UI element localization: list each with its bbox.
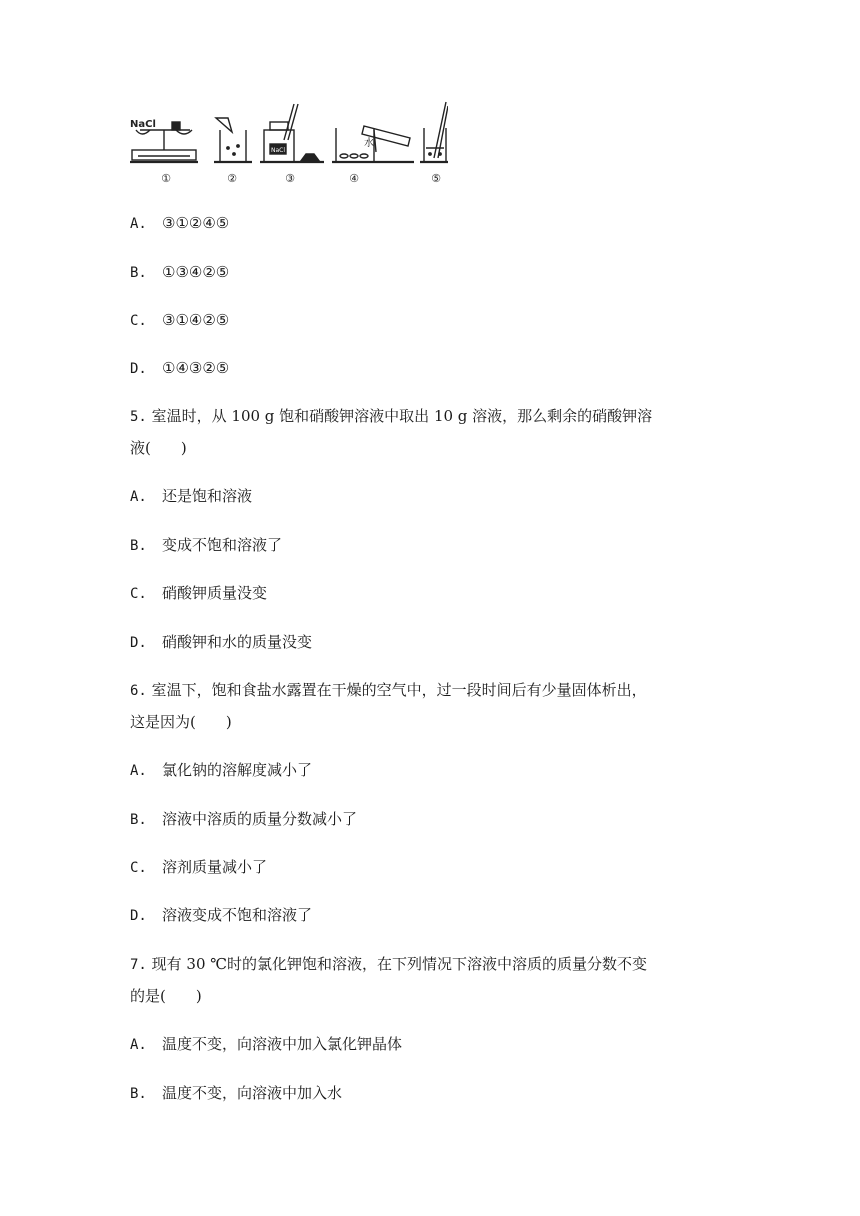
- option-letter: A.: [130, 763, 147, 779]
- q5-option-a[interactable]: [130, 485, 252, 508]
- pouring-water-drawing: [332, 126, 414, 162]
- option-letter: C.: [130, 586, 147, 602]
- option-letter: A.: [130, 216, 147, 232]
- balance-drawing: [130, 119, 198, 162]
- step-label-3: ③: [285, 172, 295, 185]
- q6-option-d[interactable]: [130, 904, 312, 927]
- q5-option-d[interactable]: [130, 631, 312, 654]
- option-letter: C.: [130, 860, 147, 876]
- beaker-funnel-drawing: [214, 118, 252, 162]
- step-label-1: ①: [161, 172, 171, 185]
- q5-stem-line2: 液( ): [130, 439, 187, 457]
- apparatus-figure: [128, 100, 448, 186]
- q4-option-d[interactable]: [130, 357, 229, 380]
- option-letter: C.: [130, 313, 147, 329]
- option-letter: A.: [130, 1037, 147, 1053]
- water-label: 水: [364, 138, 374, 149]
- option-letter: B.: [130, 812, 147, 828]
- q5-stem-line1: [130, 405, 652, 428]
- option-text: 氯化钠的溶解度减小了: [162, 761, 313, 779]
- question-number: 5.: [130, 409, 147, 425]
- q4-option-a[interactable]: [130, 212, 229, 235]
- q5-option-b[interactable]: [130, 534, 282, 557]
- q6-stem-text1: 室温下，饱和食盐水露置在干燥的空气中，过一段时间后有少量固体析出，: [151, 681, 647, 699]
- question-number: 7.: [130, 957, 147, 973]
- option-text: ①③④②⑤: [162, 263, 230, 281]
- q4-option-b[interactable]: [130, 261, 229, 284]
- step-label-5: ⑤: [431, 172, 441, 185]
- bottle-label: NaCl: [271, 147, 286, 154]
- q7-option-a[interactable]: [130, 1033, 402, 1056]
- option-text: 溶剂质量减小了: [162, 858, 268, 876]
- option-letter: D.: [130, 361, 147, 377]
- q7-option-b[interactable]: [130, 1082, 342, 1105]
- option-letter: A.: [130, 489, 147, 505]
- option-text: 温度不变，向溶液中加入氯化钾晶体: [162, 1035, 403, 1053]
- q7-stem-text1: 现有 30 ℃时的氯化钾饱和溶液，在下列情况下溶液中溶质的质量分数不变: [151, 955, 648, 973]
- option-letter: B.: [130, 538, 147, 554]
- step-label-4: ④: [349, 172, 359, 185]
- option-text: ③①②④⑤: [162, 214, 230, 232]
- option-text: 溶液变成不饱和溶液了: [162, 906, 313, 924]
- option-text: ①④③②⑤: [162, 359, 230, 377]
- step-label-2: ②: [227, 172, 237, 185]
- option-text: 硝酸钾质量没变: [162, 584, 268, 602]
- option-text: ③①④②⑤: [162, 311, 230, 329]
- q5-stem-text1: 室温时，从 100 g 饱和硝酸钾溶液中取出 10 g 溶液，那么剩余的硝酸钾溶: [151, 407, 653, 425]
- q6-stem-line1: [130, 679, 647, 702]
- q6-option-c[interactable]: [130, 856, 267, 879]
- option-letter: B.: [130, 265, 147, 281]
- q7-stem-line2: 的是( ): [130, 987, 202, 1005]
- q6-option-a[interactable]: [130, 759, 312, 782]
- q4-option-c[interactable]: [130, 309, 229, 332]
- q6-option-b[interactable]: [130, 808, 357, 831]
- option-text: 还是饱和溶液: [162, 487, 253, 505]
- option-letter: B.: [130, 1086, 147, 1102]
- question-number: 6.: [130, 683, 147, 699]
- q5-option-c[interactable]: [130, 582, 267, 605]
- nacl-label: NaCl: [130, 119, 156, 130]
- reagent-bottle-drawing: [260, 104, 324, 162]
- option-letter: D.: [130, 908, 147, 924]
- option-text: 温度不变，向溶液中加入水: [162, 1084, 343, 1102]
- option-text: 变成不饱和溶液了: [162, 536, 283, 554]
- option-text: 硝酸钾和水的质量没变: [162, 633, 313, 651]
- q7-stem-line1: [130, 953, 647, 976]
- stirring-drawing: [420, 102, 448, 162]
- option-text: 溶液中溶质的质量分数减小了: [162, 810, 358, 828]
- option-letter: D.: [130, 635, 147, 651]
- q6-stem-line2: 这是因为( ): [130, 713, 232, 731]
